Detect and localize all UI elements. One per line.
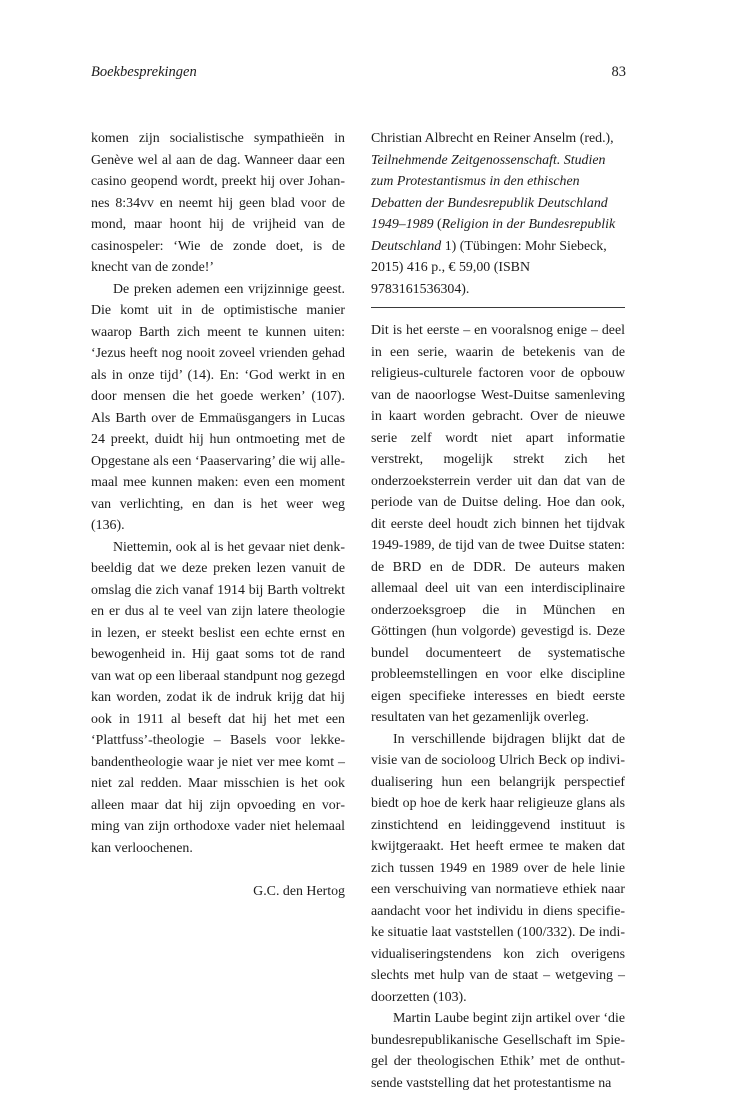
bib-series-open: ( bbox=[437, 217, 442, 232]
paragraph: De preken ademen een vrijzinnige geest. Die komt uit in de optimistische manier waarop Barth zich meent te kunnen uiten: ‘Jezus heeft nog nooit zoveel vrienden gehad als in onze tijd’ (14). En: ‘God werkt in en door mensen die het goede werken’ (107). Als Barth over de Emmaüsgangers in Lucas 24 preekt, duidt hij hun ontmoeting met de Opgestane als een ‘Paaservaring’ die wij allemaal mee kunnen maken: even een moment van verlichting, en dan is het weer weg (136). bbox=[91, 281, 345, 533]
bib-authors: Christian Albrecht en Reiner Anselm (red.), bbox=[371, 131, 614, 146]
bib-title: Teilnehmende Zeitgenossenschaft. Studien zum Protestantismus in den ethischen Debatten der Bundesrepublik Deutschland 1949–1989 bbox=[371, 152, 608, 232]
right-column bbox=[371, 128, 625, 1094]
paragraph: Martin Laube begint zijn artikel over ‘die bundesrepublikanische Gesellschaft im Spiegel der theologischen Ethik’ met de onthutsende vaststelling dat het protestantisme na bbox=[371, 1011, 625, 1091]
paragraph: Dit is het eerste – en vooralsnog enige – deel in een serie, waarin de betekenis van de religieus-culturele factoren voor de opbouw van de naoorlogse West-Duitse samenleving in kaart worden gebracht. Over de nieuwe serie zelf wordt niet apart informatie verstrekt, mogelijk strekt zich het onderzoeksterrein verder uit dan dat van de periode van de Duitse deling. Hoe dan ook, dit eerste deel houdt zich binnen het tijdvak 1949-1989, de tijd van de twee Duitse staten: de BRD en de DDR. De auteurs maken allemaal deel uit van een interdisciplinaire onderzoeksgroep die in München en Göttingen (hun volgorde) gevestigd is. Deze bundel documenteert de systematische probleemstellingen en voor elke discipline eigen specifieke interesses en biedt eerste resultaten van het gezamenlijk overleg. bbox=[371, 323, 625, 725]
page-number: 83 bbox=[611, 64, 626, 80]
bib-series-title: Religion in der Bundesrepublik Deutschland bbox=[371, 217, 616, 254]
paragraph: komen zijn socialistische sympathieën in Genève wel al aan de dag. Wanneer daar een casino geopend wordt, preekt hij over Johannes 8:34vv en neemt hij geen blad voor de mond, maar hoont hij de vrijheid van de casinospeler: ‘Wie de zonde doet, is de knecht van de zonde!’ bbox=[91, 131, 345, 275]
bib-publication-details: 1) (Tübingen: Mohr Siebeck, 2015) 416 p., € 59,00 (ISBN 9783161536304). bbox=[371, 238, 607, 297]
section-title: Boekbesprekingen bbox=[91, 64, 197, 80]
review-signature: G.C. den Hertog bbox=[253, 883, 345, 899]
left-column bbox=[91, 128, 345, 902]
bibliographic-entry bbox=[371, 128, 625, 300]
paragraph: In verschillende bijdragen blijkt dat de visie van de socioloog Ulrich Beck op individualisering hun een belangrijk perspectief biedt op hoe de kerk haar religieuze glans als zinstichtend en leidinggevend instituut is kwijtgeraakt. Het heeft ermee te maken dat zich tussen 1949 en 1989 over de hele linie een verschuiving van normatieve ethiek naar aandacht voor het individu in diens specifieke situatie laat vaststellen (100/332). De individualiseringstendens kon zich overigens slechts met hulp van de staat – wetgeving – doorzetten (103). bbox=[371, 731, 625, 1005]
divider-rule bbox=[371, 307, 625, 308]
paragraph: Niettemin, ook al is het gevaar niet denkbeeldig dat we deze preken lezen vanuit de omslag die zich vanaf 1914 bij Barth voltrekt en er dus al te veel van zijn latere theologie in lezen, er steekt beslist een echte ernst en bewogenheid in. Hij gaat soms tot de rand van wat op een liberaal standpunt nog gezegd kan worden, zodat ik de indruk krijg dat hij ook in 1911 al beseft dat hij het met een ‘Plattfuss’-theologie – Basels voor lekkebandentheologie waar je niet ver mee komt – niet zal redden. Maar misschien is het ook alleen maar dat hij zijn opvoeding en vorming van zijn orthodoxe vader niet helemaal kan verloochenen. bbox=[91, 539, 345, 856]
